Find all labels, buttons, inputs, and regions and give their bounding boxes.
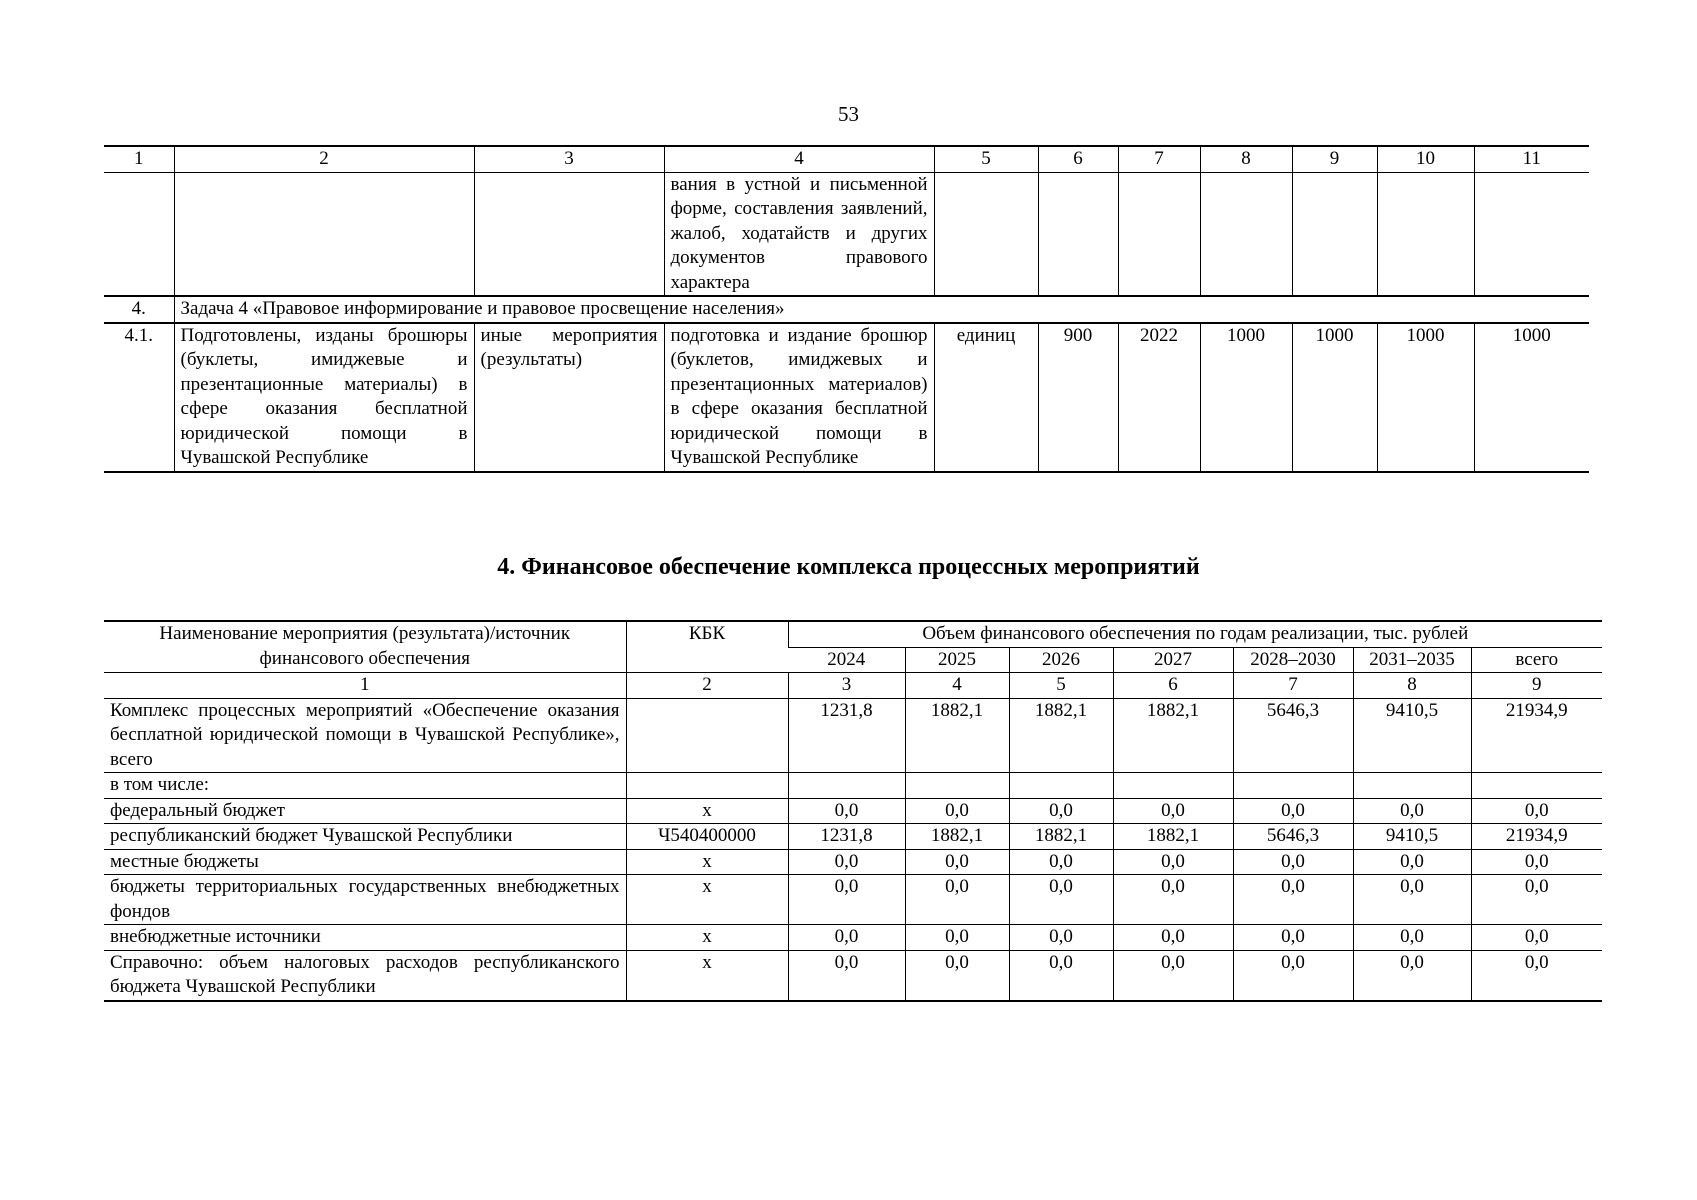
- task-title: Задача 4 «Правовое информирование и правовое просвещение населения»: [174, 296, 1589, 323]
- row-value: 0,0: [1009, 925, 1113, 951]
- table-row: [104, 698, 1602, 773]
- row-value: 1882,1: [905, 824, 1009, 850]
- row-value: 0,0: [1353, 950, 1471, 1001]
- column-number: 8: [1353, 673, 1471, 699]
- row-name: Комплекс процессных мероприятий «Обеспечение оказания бесплатной юридической помощи в Чувашской Республике», всего: [104, 698, 626, 773]
- item-type: иные мероприятия (результаты): [474, 323, 664, 472]
- row-value: [1353, 773, 1471, 799]
- year-header: 2024: [788, 647, 905, 673]
- row-name: федеральный бюджет: [104, 798, 626, 824]
- header-cell: 7: [1118, 146, 1200, 172]
- row-kbk: х: [626, 925, 788, 951]
- task-row: [104, 296, 1589, 323]
- row-value: [905, 773, 1009, 799]
- row-kbk: х: [626, 875, 788, 925]
- item-value: 1000: [1292, 323, 1377, 472]
- row-value: 0,0: [1233, 950, 1353, 1001]
- header-cell: 4: [664, 146, 934, 172]
- header-cell: 1: [104, 146, 174, 172]
- row-value: 21934,9: [1471, 824, 1602, 850]
- column-number: 1: [104, 673, 626, 699]
- row-value: 0,0: [1471, 849, 1602, 875]
- row-value: 0,0: [788, 849, 905, 875]
- header-cell: 3: [474, 146, 664, 172]
- year-header: 2026: [1009, 647, 1113, 673]
- row-value: 21934,9: [1471, 698, 1602, 773]
- table-row: [104, 824, 1602, 850]
- year-header: 2028–2030: [1233, 647, 1353, 673]
- item-value: 1000: [1377, 323, 1474, 472]
- row-value: 0,0: [1009, 849, 1113, 875]
- header-cell: 5: [934, 146, 1038, 172]
- row-value: 0,0: [1113, 798, 1233, 824]
- header-volume: Объем финансового обеспечения по годам реализации, тыс. рублей: [788, 621, 1602, 647]
- row-value: 0,0: [1233, 875, 1353, 925]
- row-value: 0,0: [1233, 849, 1353, 875]
- row-value: 5646,3: [1233, 698, 1353, 773]
- row-name: бюджеты территориальных государственных внебюджетных фондов: [104, 875, 626, 925]
- item-value: 1000: [1474, 323, 1589, 472]
- row-value: [1009, 773, 1113, 799]
- table-row: [104, 798, 1602, 824]
- row-value: 9410,5: [1353, 698, 1471, 773]
- row-value: 0,0: [905, 849, 1009, 875]
- item-base-value: 900: [1038, 323, 1118, 472]
- row-value: 0,0: [905, 950, 1009, 1001]
- row-value: 0,0: [1471, 950, 1602, 1001]
- row-value: [1471, 773, 1602, 799]
- column-number: 7: [1233, 673, 1353, 699]
- header-cell: 6: [1038, 146, 1118, 172]
- row-value: 0,0: [1471, 798, 1602, 824]
- row-name: республиканский бюджет Чувашской Республики: [104, 824, 626, 850]
- row-value: 1231,8: [788, 824, 905, 850]
- table2-header-row: [104, 621, 1602, 647]
- row-value: 1882,1: [1113, 824, 1233, 850]
- row-value: 0,0: [905, 875, 1009, 925]
- row-value: [788, 773, 905, 799]
- row-name: внебюджетные источники: [104, 925, 626, 951]
- row-value: 9410,5: [1353, 824, 1471, 850]
- row-value: 1882,1: [1009, 698, 1113, 773]
- task-number: 4.: [104, 296, 174, 323]
- row-name: в том числе:: [104, 773, 626, 799]
- row-value: 1882,1: [1009, 824, 1113, 850]
- column-number: 5: [1009, 673, 1113, 699]
- row-value: 0,0: [1113, 875, 1233, 925]
- header-cell: 2: [174, 146, 474, 172]
- row-kbk: х: [626, 798, 788, 824]
- continuation-row: [104, 172, 1589, 296]
- row-kbk: х: [626, 849, 788, 875]
- row-value: [1113, 773, 1233, 799]
- item-row: [104, 323, 1589, 472]
- column-number: 4: [905, 673, 1009, 699]
- continuation-text: вания в устной и письменной форме, составления заявлений, жалоб, ходатайств и других документов правового характера: [664, 172, 934, 296]
- header-cell: 11: [1474, 146, 1589, 172]
- row-value: 0,0: [1113, 849, 1233, 875]
- row-value: 0,0: [788, 798, 905, 824]
- row-value: 1882,1: [1113, 698, 1233, 773]
- row-value: 0,0: [1009, 875, 1113, 925]
- column-number: 2: [626, 673, 788, 699]
- table-row: [104, 849, 1602, 875]
- row-value: 0,0: [1113, 925, 1233, 951]
- table-row: [104, 950, 1602, 1001]
- item-number: 4.1.: [104, 323, 174, 472]
- item-base-year: 2022: [1118, 323, 1200, 472]
- row-value: 1231,8: [788, 698, 905, 773]
- row-value: 0,0: [1353, 798, 1471, 824]
- section-title: 4. Финансовое обеспечение комплекса процессных мероприятий: [497, 554, 1200, 580]
- item-unit: единиц: [934, 323, 1038, 472]
- row-kbk: [626, 698, 788, 773]
- row-value: 0,0: [905, 798, 1009, 824]
- row-name: Справочно: объем налоговых расходов республиканского бюджета Чувашской Республики: [104, 950, 626, 1001]
- header-cell: 8: [1200, 146, 1292, 172]
- header-cell: 10: [1377, 146, 1474, 172]
- row-value: 5646,3: [1233, 824, 1353, 850]
- table-row: [104, 773, 1602, 799]
- row-value: [1233, 773, 1353, 799]
- column-number: 6: [1113, 673, 1233, 699]
- item-value: 1000: [1200, 323, 1292, 472]
- year-header: 2027: [1113, 647, 1233, 673]
- financing-table: [104, 620, 1602, 1002]
- item-result: Подготовлены, изданы брошюры (буклеты, имиджевые и презентационные материалы) в сфере оказания бесплатной юридической помощи в Чувашской Республике: [174, 323, 474, 472]
- year-header: 2025: [905, 647, 1009, 673]
- row-kbk: [626, 773, 788, 799]
- row-value: 0,0: [1009, 798, 1113, 824]
- row-name: местные бюджеты: [104, 849, 626, 875]
- row-value: 1882,1: [905, 698, 1009, 773]
- year-header: всего: [1471, 647, 1602, 673]
- item-description: подготовка и издание брошюр (буклетов, имиджевых и презентационных материалов) в сфере оказания бесплатной юридической помощи в Чувашской Республике: [664, 323, 934, 472]
- page-number: 53: [838, 102, 859, 126]
- row-value: 0,0: [1353, 875, 1471, 925]
- row-value: 0,0: [1233, 798, 1353, 824]
- column-number: 3: [788, 673, 905, 699]
- row-value: 0,0: [1233, 925, 1353, 951]
- row-value: 0,0: [1471, 875, 1602, 925]
- table1-header-row: [104, 146, 1589, 172]
- row-value: 0,0: [1471, 925, 1602, 951]
- row-kbk: х: [626, 950, 788, 1001]
- row-value: 0,0: [788, 950, 905, 1001]
- header-name: Наименование мероприятия (результата)/источник финансового обеспечения: [104, 621, 626, 673]
- row-value: 0,0: [905, 925, 1009, 951]
- indicators-table: [104, 145, 1589, 473]
- row-kbk: Ч540400000: [626, 824, 788, 850]
- header-kbk: КБК: [626, 621, 788, 673]
- column-numbers-row: [104, 673, 1602, 699]
- row-value: 0,0: [1009, 950, 1113, 1001]
- table-row: [104, 875, 1602, 925]
- column-number: 9: [1471, 673, 1602, 699]
- row-value: 0,0: [1353, 925, 1471, 951]
- row-value: 0,0: [788, 875, 905, 925]
- year-header: 2031–2035: [1353, 647, 1471, 673]
- row-value: 0,0: [1353, 849, 1471, 875]
- row-value: 0,0: [788, 925, 905, 951]
- header-cell: 9: [1292, 146, 1377, 172]
- table-row: [104, 925, 1602, 951]
- row-value: 0,0: [1113, 950, 1233, 1001]
